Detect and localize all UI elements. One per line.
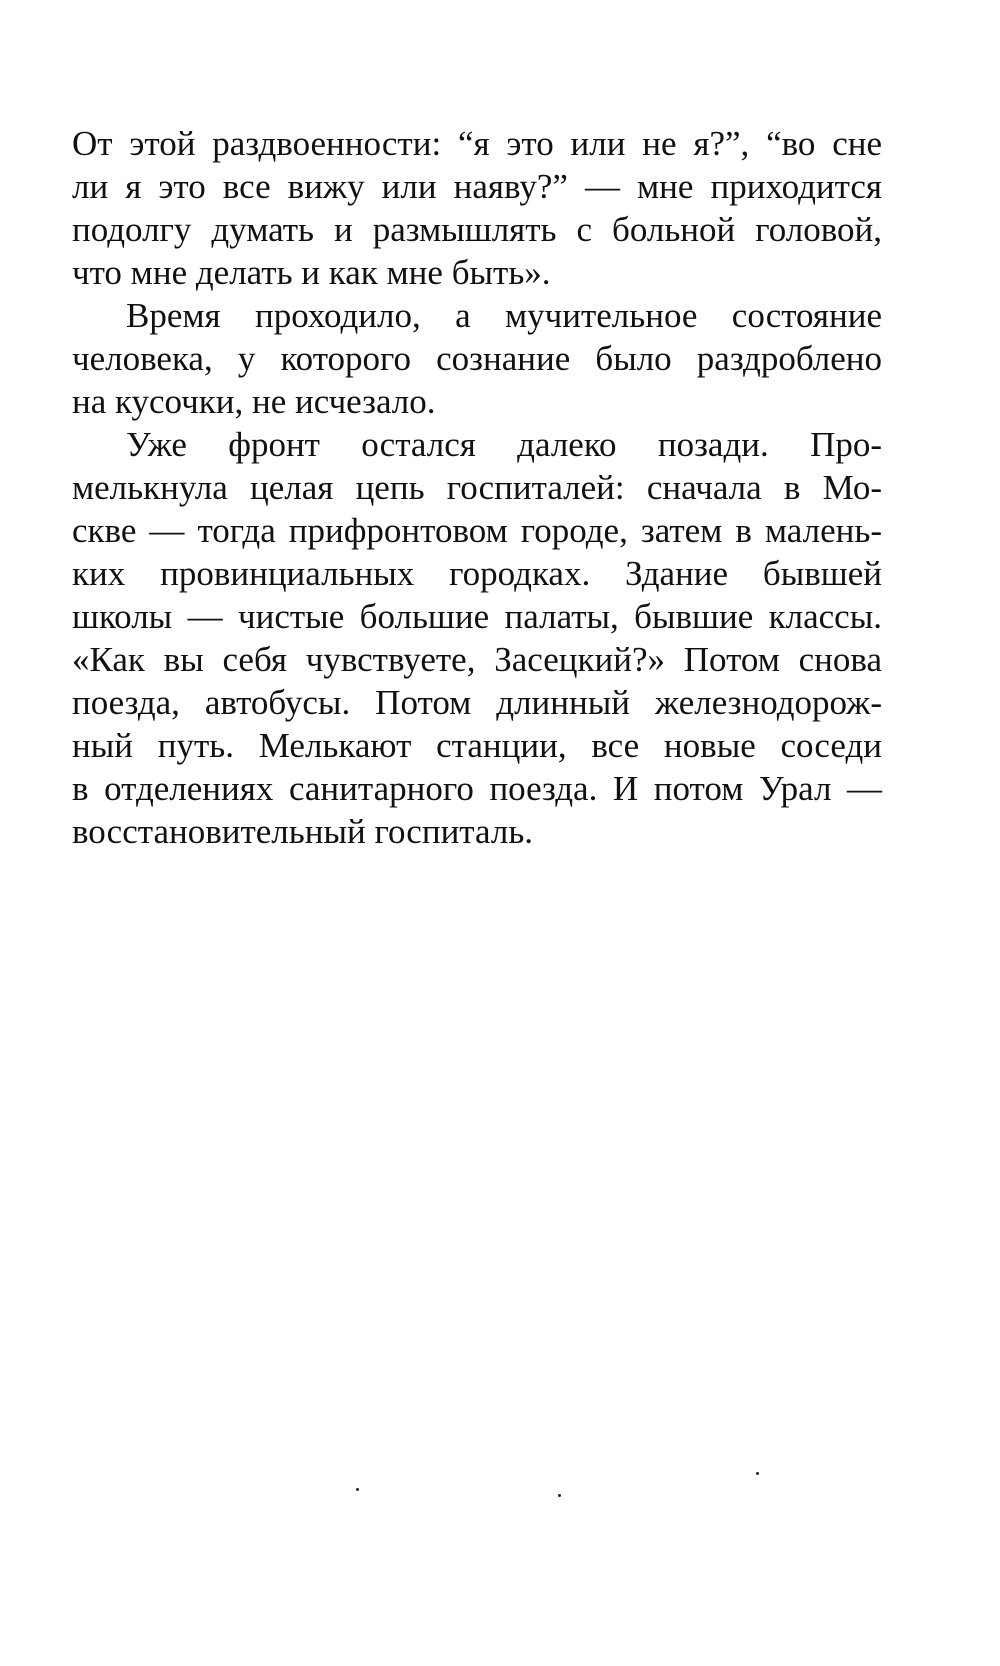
- text-line: человека, у которого сознание было раздроблено: [72, 339, 882, 378]
- scan-speck: [558, 1494, 561, 1497]
- text-line: скве — тогда прифронтовом городе, затем в малень-: [72, 511, 882, 550]
- text-line: подолгу думать и размышлять с больной головой,: [72, 210, 882, 249]
- text-line: Уже фронт остался далеко позади. Про-: [126, 425, 882, 464]
- body-text: [72, 122, 882, 853]
- text-line: в отделениях санитарного поезда. И потом Урал —: [72, 769, 882, 808]
- text-line: что мне делать и как мне быть».: [72, 253, 551, 292]
- text-line: ли я это все вижу или наяву?” — мне приходится: [72, 167, 882, 206]
- text-line: восстановительный госпиталь.: [72, 812, 534, 851]
- paragraph-1: [72, 122, 882, 294]
- text-line: От этой раздвоенности: “я это или не я?”, “во сне: [72, 124, 882, 163]
- scan-speck: [356, 1488, 359, 1491]
- paragraph-3: [72, 423, 882, 853]
- text-line: мелькнула целая цепь госпиталей: сначала в Мо-: [72, 468, 882, 507]
- text-line: ный путь. Мелькают станции, все новые соседи: [72, 726, 882, 765]
- paragraph-2: [72, 294, 882, 423]
- text-line: на кусочки, не исчезало.: [72, 382, 436, 421]
- text-line: ких провинциальных городках. Здание бывшей: [72, 554, 882, 593]
- scan-speck: [756, 1472, 759, 1475]
- text-line: школы — чистые большие палаты, бывшие классы.: [72, 597, 882, 636]
- text-line: Время проходило, а мучительное состояние: [126, 296, 882, 335]
- text-line: поезда, автобусы. Потом длинный железнодорож-: [72, 683, 882, 722]
- text-line: «Как вы себя чувствуете, Засецкий?» Потом снова: [72, 640, 882, 679]
